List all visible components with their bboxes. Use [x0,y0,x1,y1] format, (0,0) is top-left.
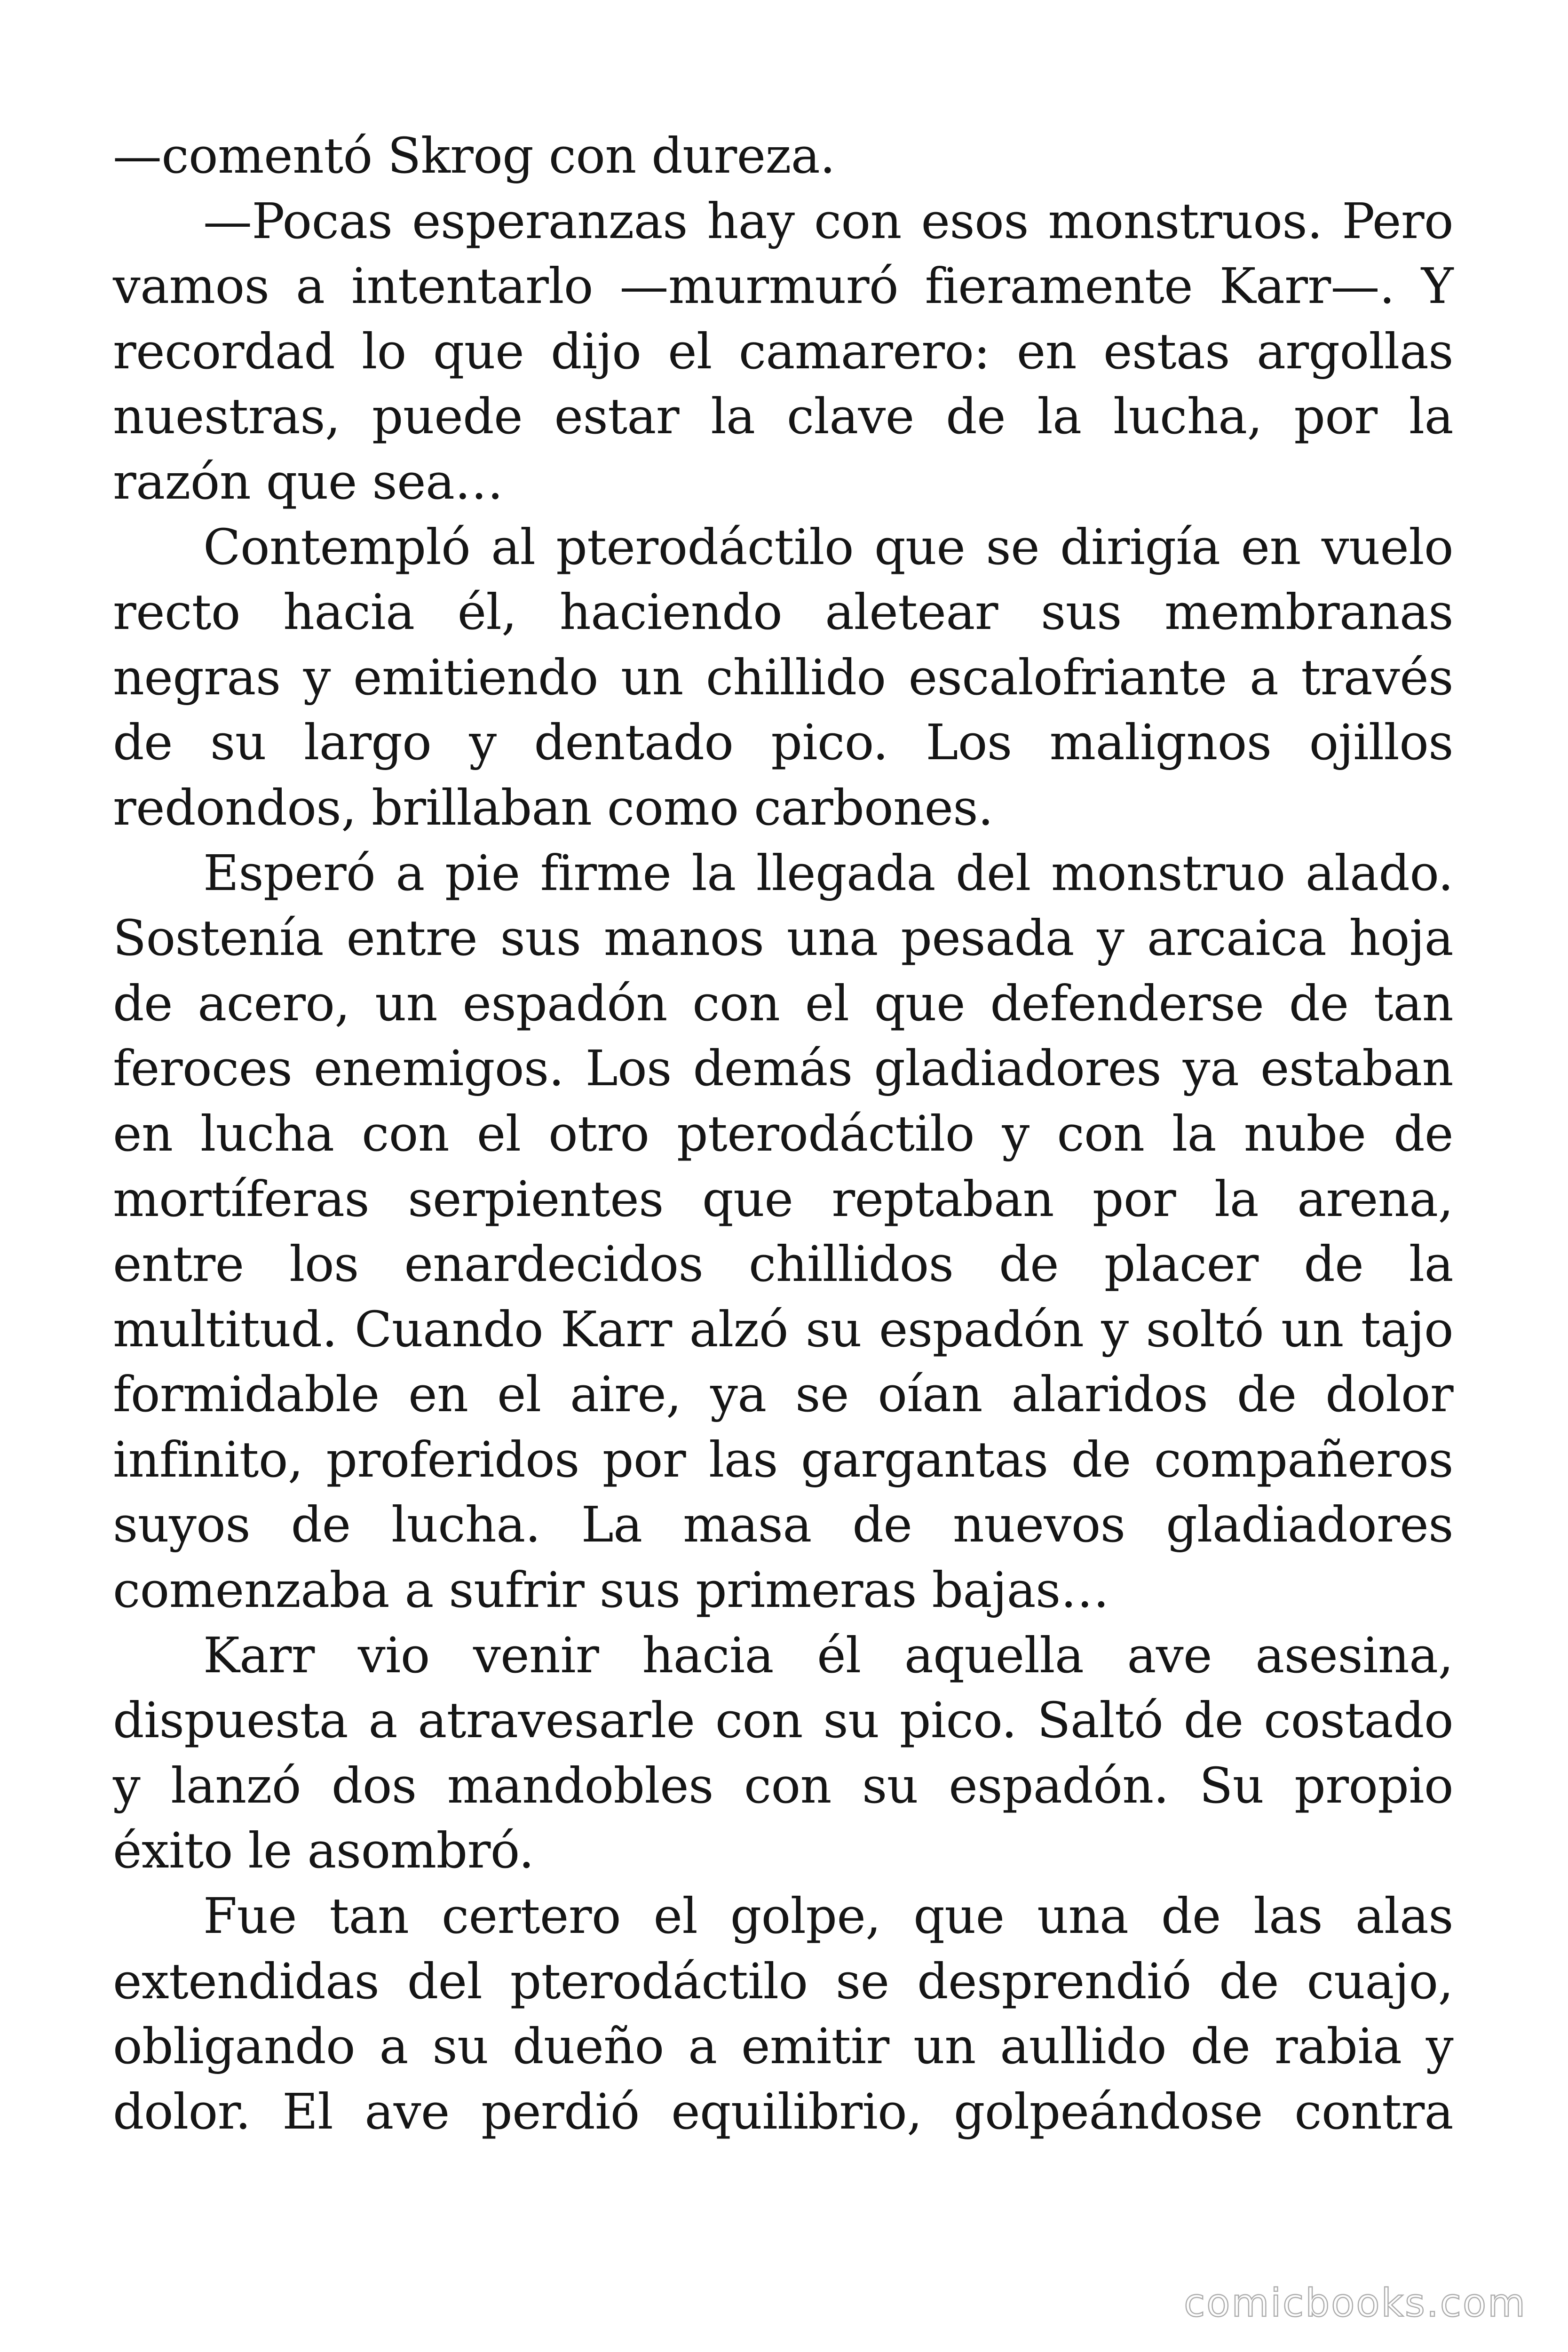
paragraph-wing-cut: Fue tan certero el golpe, que una de las alas extendidas del pterodáctilo se desprendió de cuajo, obligando a su dueño a emitir un aullido de rabia y dolor. El ave perdió equilibrio, golpeándose contra [113,1887,1453,2140]
paragraph-dialogue-karr: —Pocas esperanzas hay con esos monstruos. Pero vamos a intentarlo —murmuró fieramente Karr—. Y recordad lo que dijo el camarero: en estas argollas nuestras, puede estar la clave de la lucha, por la razón que sea… [113,192,1453,510]
paragraph-pterodactyl-approach: Contempló al pterodáctilo que se dirigía en vuelo recto hacia él, haciendo aletear sus membranas negras y emitiendo un chillido escalofriante a través de su largo y dentado pico. Los malignos ojillos redondos, brillaban como carbones. [113,518,1453,836]
paragraph-dialogue-skrog: —comentó Skrog con dureza. [113,127,835,184]
watermark-text: comicbooks.com [1184,2281,1527,2326]
page-text [113,123,1453,2144]
paragraph-karr-attack: Karr vio venir hacia él aquella ave asesina, dispuesta a atravesarle con su pico. Saltó de costado y lanzó dos mandobles con su espadón. Su propio éxito le asombró. [113,1626,1453,1880]
paragraph-battle: Esperó a pie firme la llegada del monstruo alado. Sostenía entre sus manos una pesada y arcaica hoja de acero, un espadón con el que defenderse de tan feroces enemigos. Los demás gladiadores ya estaban en lucha con el otro pterodáctilo y con la nube de mortíferas serpientes que reptaban por la arena, entre los enardecidos chillidos de placer de la multitud. Cuando Karr alzó su espadón y soltó un tajo formidable en el aire, ya se oían alaridos de dolor infinito, proferidos por las gargantas de compañeros suyos de lucha. La masa de nuevos gladiadores comenzaba a sufrir sus primeras bajas… [113,844,1453,1619]
